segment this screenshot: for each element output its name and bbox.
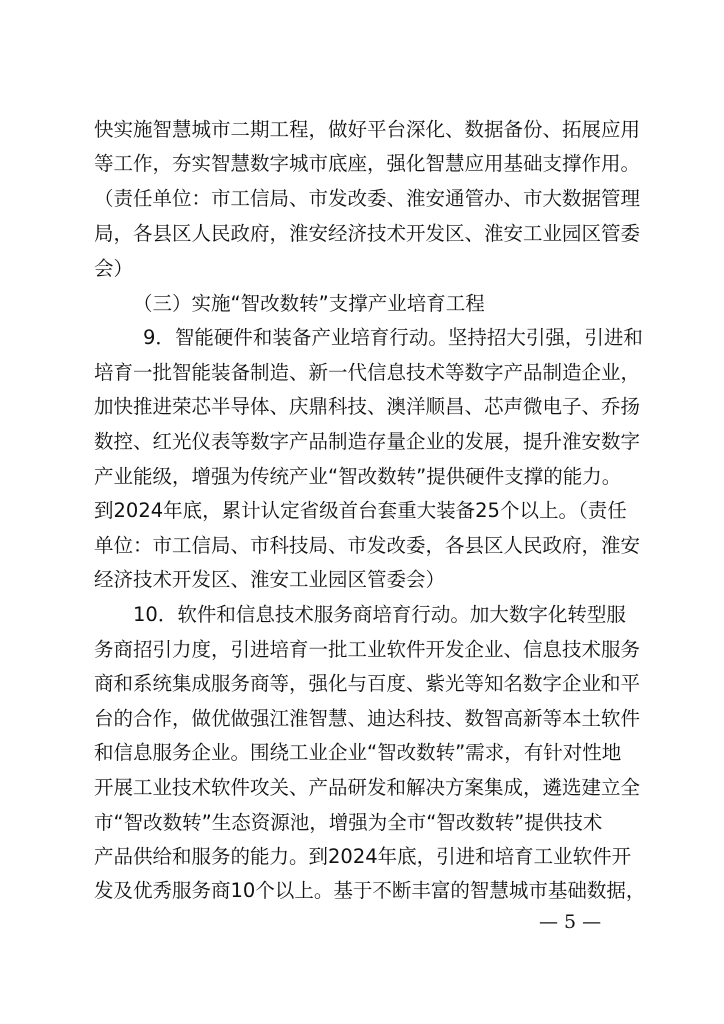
- body-text-line: 数控、红光仪表等数字产品制造存量企业的发展，提升淮安数字: [94, 430, 641, 453]
- item-heading-line: 10．软件和信息技术服务商培育行动。加大数字化转型服: [133, 603, 626, 626]
- body-text-line: 快实施智慧城市二期工程，做好平台深化、数据备份、拓展应用: [94, 118, 641, 141]
- body-text-line: 经济技术开发区、淮安工业园区管委会）: [94, 568, 446, 591]
- body-text-line: 到2024年底，累计认定省级首台套重大装备25个以上。（责任: [94, 499, 627, 522]
- body-text-line: 和信息服务企业。围绕工业企业“智改数转”需求，有针对性地: [94, 741, 622, 764]
- body-text-line: （责任单位：市工信局、市发改委、淮安通管办、市大数据管理: [94, 187, 641, 210]
- body-text-line: 市“智改数转”生态资源池，增强为全市“智改数转”提供技术: [94, 811, 603, 834]
- item-heading-line: 9．智能硬件和装备产业培育行动。坚持招大引强，引进和: [143, 326, 643, 349]
- body-text-line: 加快推进荣芯半导体、庆鼎科技、澳洋顺昌、芯声微电子、乔扬: [94, 395, 641, 418]
- body-text-line: 商和系统集成服务商等，强化与百度、紫光等知名数字企业和平: [94, 672, 641, 695]
- body-text-line: 局，各县区人民政府，淮安经济技术开发区、淮安工业园区管委: [94, 222, 641, 245]
- body-text-line: 会）: [94, 257, 134, 280]
- body-text-line: 等工作，夯实智慧数字城市底座，强化智慧应用基础支撑作用。: [94, 152, 641, 175]
- section-heading: （三）实施“智改数转”支撑产业培育工程: [133, 292, 485, 315]
- body-text-line: 单位：市工信局、市科技局、市发改委，各县区人民政府，淮安: [94, 534, 641, 557]
- body-text-line: 产品供给和服务的能力。到2024年底，引进和培育工业软件开: [94, 845, 632, 868]
- body-text-line: 培育一批智能装备制造、新一代信息技术等数字产品制造企业，: [94, 361, 641, 384]
- page-number: — 5 —: [539, 911, 602, 933]
- body-text-line: 台的合作，做优做强江淮智慧、迪达科技、数智高新等本土软件: [94, 707, 641, 730]
- body-text-line: 产业能级，增强为传统产业“智改数转”提供硬件支撑的能力。: [94, 465, 622, 488]
- body-text-line: 开展工业技术软件攻关、产品研发和解决方案集成，遴选建立全: [94, 776, 641, 799]
- body-text-line: 发及优秀服务商10个以上。基于不断丰富的智慧城市基础数据，: [94, 879, 646, 902]
- body-text-line: 务商招引力度，引进培育一批工业软件开发企业、信息技术服务: [94, 638, 641, 661]
